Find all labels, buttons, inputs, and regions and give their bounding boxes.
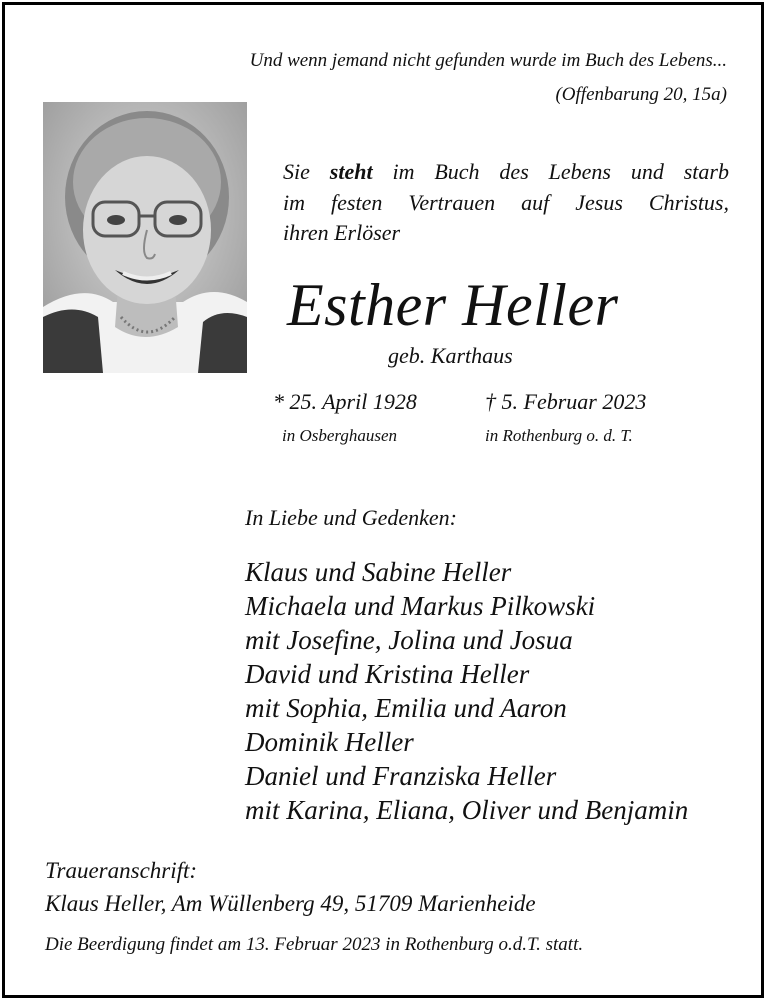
intro-line-3: ihren Erlöser <box>283 220 401 245</box>
family-line: Klaus und Sabine Heller <box>245 557 512 587</box>
portrait-photo <box>43 102 247 373</box>
family-line: Daniel und Franziska Heller <box>245 761 557 791</box>
bible-reference: (Offenbarung 20, 15a) <box>555 84 727 105</box>
obituary-notice <box>2 2 764 998</box>
intro-text <box>283 157 729 249</box>
funeral-note: Die Beerdigung findet am 13. Februar 2023 in Rothenburg o.d.T. statt. <box>45 934 584 955</box>
family-list <box>245 555 688 827</box>
family-line: Michaela und Markus Pilkowski <box>245 591 596 621</box>
intro-line-1 <box>283 157 729 188</box>
family-line: mit Josefine, Jolina und Josua <box>245 625 573 655</box>
intro-part-2: im Buch des Lebens und starb <box>372 159 729 184</box>
family-line: mit Karina, Eliana, Oliver und Benjamin <box>245 795 689 825</box>
address-label: Traueranschrift: <box>45 858 198 883</box>
death-place: in Rothenburg o. d. T. <box>485 426 633 445</box>
family-line: mit Sophia, Emilia und Aaron <box>245 693 567 723</box>
deceased-name: Esther Heller <box>287 272 619 338</box>
memory-heading: In Liebe und Gedenken: <box>245 505 457 530</box>
intro-part-1: Sie <box>283 159 330 184</box>
death-date: † 5. Februar 2023 <box>485 389 647 414</box>
intro-line-2: im festen Vertrauen auf Jesus Christus, <box>283 189 729 215</box>
family-line: David und Kristina Heller <box>245 659 530 689</box>
birth-name: geb. Karthaus <box>388 343 513 368</box>
portrait-image <box>43 102 247 373</box>
birth-place: in Osberghausen <box>282 426 398 445</box>
intro-emphasis: steht <box>329 159 373 184</box>
address-value: Klaus Heller, Am Wüllenberg 49, 51709 Marienheide <box>45 891 536 916</box>
bible-quote: Und wenn jemand nicht gefunden wurde im Buch des Lebens... <box>249 50 727 71</box>
family-line: Dominik Heller <box>245 727 414 757</box>
birth-date: * 25. April 1928 <box>273 389 417 414</box>
